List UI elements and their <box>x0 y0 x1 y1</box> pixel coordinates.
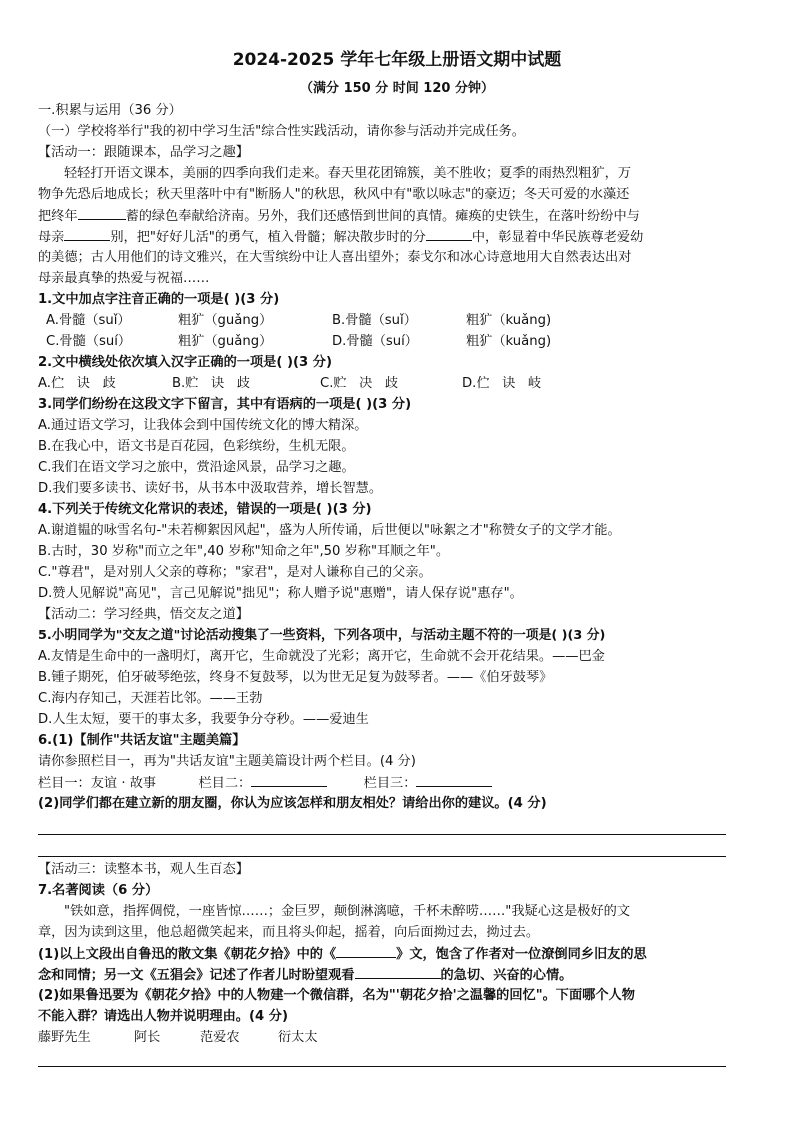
passage-line-2: 物争先恐后地成长；秋天里落叶中有"断肠人"的秋思，秋风中有"歌以咏志"的豪迈；冬天可爱的水藻还 <box>38 187 630 202</box>
option-d[interactable]: D.人生太短，要干的事太多，我要争分夺秒。——爱迪生 <box>38 712 369 727</box>
option-a-part2: 粗犷（guǎng） <box>178 313 273 328</box>
answer-line[interactable] <box>38 834 726 835</box>
question-5-stem: 5.小明同学为"交友之道"讨论活动搜集了一些资料，下列各项中，与活动主题不符的一项是( )(3 分) <box>38 628 606 643</box>
fill-blank-essay-title[interactable] <box>336 944 396 958</box>
option-a[interactable]: A.谢道韫的咏雪名句-"未若柳絮因风起"，盛为人所传诵，后世便以"咏絮之才"称赞女子的文学才能。 <box>38 523 621 538</box>
activity-1-heading: 【活动一：跟随课本，品学习之趣】 <box>38 145 249 160</box>
passage-text: 母亲 <box>38 230 65 245</box>
question-text: (1)以上文段出自鲁迅的散文集《朝花夕拾》中的《 <box>38 947 337 962</box>
passage-line-1: 轻轻打开语文课本，美丽的四季向我们走来。春天里花团锦簇，美不胜收；夏季的雨热烈粗犷，万 <box>64 166 632 181</box>
option-c-part2: 粗犷（guǎng） <box>178 334 273 349</box>
passage-line-5: 的美德；古人用他们的诗文雅兴，在大雪缤纷中让人喜出望外；泰戈尔和冰心诗意地用大自然表达出对 <box>38 250 632 265</box>
question-7-part1-line2 <box>38 965 572 985</box>
question-6-part1-title: 6.(1)【制作"共话友谊"主题美篇】 <box>38 733 246 748</box>
option-a[interactable]: A.友情是生命中的一盏明灯，离开它，生命就没了光彩；离开它，生命就不会开花结果。——巴金 <box>38 649 605 664</box>
passage-line-4 <box>38 227 643 247</box>
option-b[interactable]: B.骨髓（suǐ） <box>332 313 417 328</box>
question-1-stem: 1.文中加点字注音正确的一项是( )(3 分) <box>38 292 280 307</box>
answer-line[interactable] <box>38 856 726 857</box>
passage-line-6: 母亲最真挚的热爱与祝福…… <box>38 271 210 286</box>
option-d[interactable]: D.伫 诀 岐 <box>462 376 542 391</box>
option-b[interactable]: B.古时，30 岁称"而立之年",40 岁称"知命之年",50 岁称"耳顺之年"。 <box>38 544 450 559</box>
question-7-part2-line2: 不能入群？请选出人物并说明理由。(4 分) <box>38 1009 289 1024</box>
option-d-part2: 粗犷（kuǎng) <box>466 334 552 349</box>
person-option[interactable]: 范爱农 <box>200 1030 240 1045</box>
section-intro: （一）学校将举行"我的初中学习生活"综合性实践活动，请你参与活动并完成任务。 <box>38 124 525 139</box>
question-7-part1-line1 <box>38 944 647 964</box>
question-text: 的急切、兴奋的心情。 <box>440 968 573 983</box>
passage-text: 别，把"好好儿活"的勇气，植入骨髓；解决散步时的分 <box>110 230 426 245</box>
page-subtitle: （满分 150 分 时间 120 分钟） <box>300 81 494 96</box>
column-2-label: 栏目二： <box>198 776 252 791</box>
option-a[interactable]: A.伫 诀 歧 <box>38 376 116 391</box>
option-c[interactable]: C.骨髓（suí） <box>46 334 132 349</box>
option-b[interactable]: B.贮 诀 歧 <box>172 376 250 391</box>
column-3-input[interactable] <box>416 773 492 787</box>
fill-blank-event[interactable] <box>355 965 441 979</box>
person-option[interactable]: 衍太太 <box>278 1030 318 1045</box>
page-title: 2024-2025 学年七年级上册语文期中试题 <box>232 50 562 70</box>
fill-blank-1[interactable] <box>78 206 126 220</box>
option-d[interactable]: D.骨髓（suí） <box>332 334 418 349</box>
option-d[interactable]: D.我们要多读书、读好书，从书本中汲取营养，增长智慧。 <box>38 481 383 496</box>
option-a[interactable]: A.骨髓（suǐ） <box>46 313 131 328</box>
option-b-part2: 粗犷（kuǎng) <box>466 313 552 328</box>
option-c[interactable]: C."尊君"，是对别人父亲的尊称；"家君"，是对人谦称自己的父亲。 <box>38 565 432 580</box>
answer-line[interactable] <box>38 1066 726 1067</box>
question-4-stem: 4.下列关于传统文化常识的表述，错误的一项是( )(3 分) <box>38 502 372 517</box>
option-a[interactable]: A.通过语文学习，让我体会到中国传统文化的博大精深。 <box>38 418 368 433</box>
passage-line-3 <box>38 206 640 226</box>
question-7-heading: 7.名著阅读（6 分） <box>38 883 159 898</box>
section-heading: 一.积累与运用（36 分） <box>38 103 182 118</box>
quote-line-2: 章，因为读到这里，他总超微笑起来，而且将头仰起，摇着，向后面拗过去，拗过去。 <box>38 925 540 940</box>
column-3-label: 栏目三： <box>363 776 417 791</box>
option-b[interactable]: B.在我心中，语文书是百花园，色彩缤纷，生机无限。 <box>38 439 355 454</box>
question-text: 》文，饱含了作者对一位潦倒同乡旧友的思 <box>396 947 647 962</box>
option-c[interactable]: C.海内存知己，天涯若比邻。——王勃 <box>38 691 263 706</box>
activity-3-heading: 【活动三：读整本书，观人生百态】 <box>38 862 249 877</box>
passage-text: 把终年 <box>38 209 78 224</box>
question-6-part2: (2)同学们都在建立新的朋友圈，你认为应该怎样和朋友相处？请给出你的建议。(4 分) <box>38 796 547 811</box>
question-text: 念和同情；另一文《五猖会》记述了作者儿时盼望观看 <box>38 968 355 983</box>
fill-blank-2[interactable] <box>64 227 110 241</box>
question-2-stem: 2.文中横线处依次填入汉字正确的一项是( )(3 分) <box>38 355 333 370</box>
column-2-input[interactable] <box>251 773 327 787</box>
question-6-part1-prompt: 请你参照栏目一，再为"共话友谊"主题美篇设计两个栏目。(4 分) <box>38 754 416 769</box>
fill-blank-3[interactable] <box>426 227 472 241</box>
option-c[interactable]: C.我们在语文学习之旅中，赏沿途风景，品学习之趣。 <box>38 460 355 475</box>
question-6-columns <box>38 773 492 793</box>
option-b[interactable]: B.锺子期死，伯牙破琴绝弦，终身不复鼓琴，以为世无足复为鼓琴者。——《伯牙鼓琴》 <box>38 670 553 685</box>
passage-text: 蓄的绿色奉献给济南。另外，我们还感悟到世间的真情。瘫痪的史铁生，在落叶纷纷中与 <box>125 209 640 224</box>
person-option[interactable]: 藤野先生 <box>38 1030 91 1045</box>
option-d[interactable]: D.赞人见解说"高见"，言己见解说"拙见"；称人赠予说"惠赠"，请人保存说"惠存"。 <box>38 586 523 601</box>
person-option[interactable]: 阿长 <box>134 1030 161 1045</box>
question-3-stem: 3.同学们纷纷在这段文字下留言，其中有语病的一项是( )(3 分) <box>38 397 412 412</box>
question-7-part2-line1: (2)如果鲁迅要为《朝花夕拾》中的人物建一个微信群，名为"'朝花夕拾'之温馨的回忆"。下面哪个人物 <box>38 988 635 1003</box>
quote-line-1: "铁如意，指挥倜傥，一座皆惊……；金巨罗，颠倒淋漓噫，千杯未醉唠……"我疑心这是极好的文 <box>64 904 631 919</box>
column-1-label: 栏目一：友谊 · 故事 <box>38 776 157 791</box>
activity-2-heading: 【活动二：学习经典，悟交友之道】 <box>38 607 249 622</box>
passage-text: 中，彰显着中华民族尊老爱幼 <box>471 230 644 245</box>
option-c[interactable]: C.贮 决 歧 <box>320 376 399 391</box>
